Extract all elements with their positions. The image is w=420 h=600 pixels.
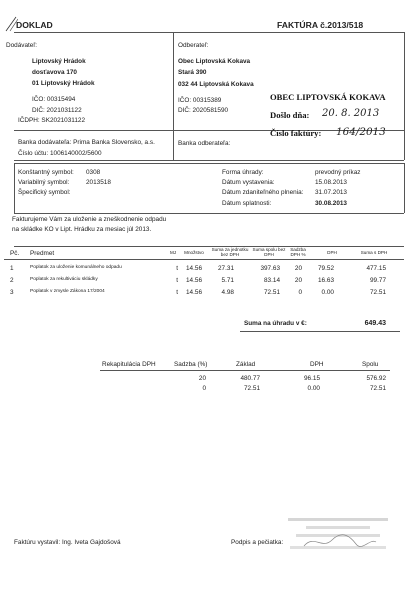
row-total-no-vat: 397.63 — [260, 265, 280, 272]
row-item: Poplatok za uloženie komunálneho odpadu — [30, 265, 122, 270]
due-date-label: Dátum splatnosti: — [222, 200, 272, 207]
supplier-bank: Banka dodávateľa: Prima Banka Slovensko, a.s. — [18, 139, 155, 146]
row-unit: t — [176, 265, 178, 272]
row-item: Poplatok za rekultiváciu skládky — [30, 277, 98, 282]
customer-ico: IČO: 00315389 — [178, 97, 222, 104]
sum-due-value: 649.43 — [364, 320, 386, 327]
intro-text: Fakturujeme Vám za uloženie a zneškodnenie odpadu na skládke KO v Lipt. Hrádku za mesiac júl 2013. — [12, 216, 167, 233]
row-unit-price: 27.31 — [218, 265, 234, 272]
row-total-no-vat: 72.51 — [264, 289, 280, 296]
recap-label: Rekapitulácia DPH — [102, 361, 156, 368]
col-header-vat: DPH — [327, 250, 337, 255]
recap-row-rate: 0 — [202, 385, 206, 392]
stamp-org-name: OBEC LIPTOVSKÁ KOKAVA — [270, 92, 386, 102]
recap-row-base: 72.51 — [244, 385, 260, 392]
table-row — [0, 265, 420, 275]
issued-by: Faktúru vystavil: Ing. Iveta Gajdošová — [14, 539, 121, 546]
stamp-invoice-no-label: Číslo faktúry: — [270, 128, 322, 138]
col-header-unit: MJ — [169, 250, 177, 255]
recap-row-vat: 96.15 — [304, 375, 320, 382]
row-total-vat: 99.77 — [370, 277, 386, 284]
issue-date-value: 15.08.2013 — [315, 179, 347, 186]
row-unit-price: 4.98 — [221, 289, 234, 296]
tax-date-label: Dátum zdaniteľného plnenia: — [222, 189, 304, 196]
recap-row-total: 576.92 — [366, 375, 386, 382]
col-header-no: Pč. — [10, 250, 20, 257]
doklad-title: DOKLAD — [16, 20, 53, 30]
supplier-ico: IČO: 00315494 — [32, 96, 76, 103]
supplier-icdph: IČDPH: SK2021031122 — [18, 117, 86, 124]
recap-header-base: Základ — [236, 361, 256, 368]
stamp-received-value: 20. 8. 2013 — [322, 108, 380, 119]
customer-label: Odberateľ: — [178, 42, 209, 49]
supplier-street: dosťavova 170 — [32, 69, 77, 76]
recap-header-total: Spolu — [362, 361, 379, 368]
col-header-qty: Množstvo — [184, 250, 204, 255]
row-qty: 14.56 — [186, 289, 202, 296]
row-vat-rate: 20 — [294, 277, 302, 284]
recap-row-vat: 0.00 — [307, 385, 320, 392]
invoice-title: FAKTÚRA č.2013/518 — [277, 20, 364, 30]
sum-due-label: Suma na úhradu v €: — [244, 320, 307, 327]
customer-street: Stará 390 — [178, 69, 207, 76]
received-stamp — [238, 92, 404, 144]
row-vat-rate: 20 — [294, 265, 302, 272]
row-total-vat: 72.51 — [370, 289, 386, 296]
items-table — [0, 247, 420, 307]
tax-date-value: 31.07.2013 — [315, 189, 347, 196]
table-row — [0, 289, 420, 299]
due-date-value: 30.08.2013 — [315, 200, 347, 207]
invoice-header — [0, 0, 420, 34]
payment-form-value: prevodný príkaz — [315, 169, 361, 176]
row-item: Poplatok v zmysle Zákona 17/2004 — [30, 289, 105, 294]
customer-city: 032 44 Liptovská Kokava — [178, 81, 254, 88]
row-vat: 0.00 — [321, 289, 334, 296]
row-no: 3 — [10, 289, 14, 296]
table-row — [0, 277, 420, 287]
payment-form-label: Forma úhrady: — [222, 169, 264, 176]
var-symbol-value: 2013518 — [86, 179, 111, 186]
recap-row-total: 72.51 — [370, 385, 386, 392]
signature-scribble — [300, 532, 380, 552]
stamp-invoice-no-value: 164/2013 — [336, 126, 386, 138]
customer-dic: DIČ: 2020581590 — [178, 107, 229, 114]
supplier-account: Číslo účtu: 1006140002/5600 — [18, 150, 102, 157]
signature-label: Podpis a pečiatka: — [231, 539, 284, 546]
col-header-vat-rate: Sadzba DPH % — [290, 247, 306, 258]
row-unit: t — [176, 289, 178, 296]
row-unit: t — [176, 277, 178, 284]
row-vat: 16.63 — [318, 277, 334, 284]
spec-symbol-label: Špecifický symbol: — [18, 189, 71, 196]
issue-date-label: Dátum vystavenia: — [222, 179, 275, 186]
row-vat: 79.52 — [318, 265, 334, 272]
supplier-name: Liptovský Hrádok — [32, 58, 86, 65]
col-header-total-vat: Suma s DPH — [360, 250, 388, 255]
corner-slash-mark — [4, 15, 18, 33]
const-symbol-label: Konštantný symbol: — [18, 169, 74, 176]
supplier-city: 01 Liptovský Hrádok — [32, 80, 95, 87]
row-unit-price: 5.71 — [221, 277, 234, 284]
const-symbol-value: 0308 — [86, 169, 101, 176]
col-header-unit-price: Suma za jednotku bez DPH — [211, 247, 249, 258]
col-header-total-no-vat: Suma spolu bez DPH — [252, 247, 286, 258]
row-qty: 14.56 — [186, 277, 202, 284]
row-total-no-vat: 83.14 — [264, 277, 280, 284]
supplier-label: Dodávateľ: — [6, 42, 37, 49]
col-header-item: Predmet — [30, 250, 55, 257]
vat-recap — [0, 352, 420, 392]
row-vat-rate: 0 — [298, 289, 302, 296]
customer-name: Obec Liptovská Kokava — [178, 58, 251, 65]
row-no: 1 — [10, 265, 14, 272]
recap-row-rate: 20 — [198, 375, 206, 382]
recap-header-rate: Sadzba (%) — [174, 361, 208, 368]
stamp-received-label: Došlo dňa: — [270, 110, 310, 120]
row-no: 2 — [10, 277, 14, 284]
row-total-vat: 477.15 — [366, 265, 386, 272]
var-symbol-label: Variabilný symbol: — [18, 179, 70, 186]
customer-bank: Banka odberateľa: — [178, 140, 231, 147]
recap-header-vat: DPH — [310, 361, 324, 368]
supplier-dic: DIČ: 2021031122 — [32, 107, 82, 114]
row-qty: 14.56 — [186, 265, 202, 272]
recap-row-base: 480.77 — [240, 375, 260, 382]
